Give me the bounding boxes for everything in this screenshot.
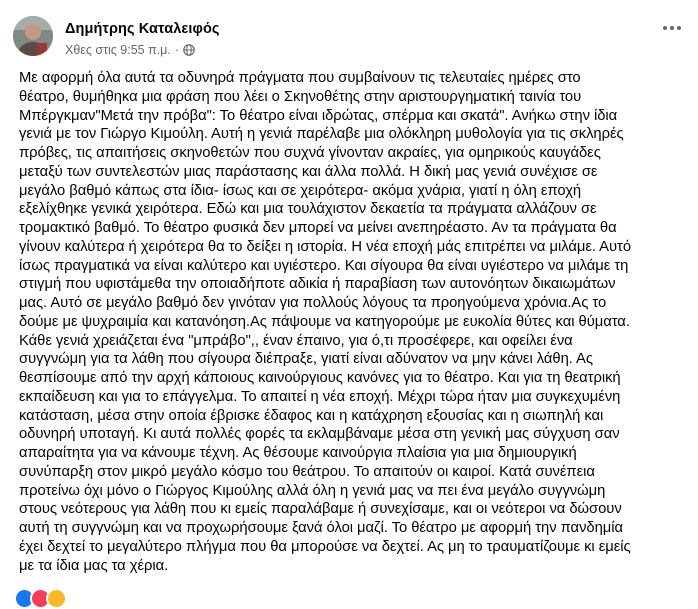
post-body-text: Με αφορμή όλα αυτά τα οδυνηρά πράγματα που συμβαίνουν τις τελευταίες ημέρες στο θέατρο, θυμήθηκα μια φράση που λέει ο Σκηνοθέτης στην αριστουργηματική ταινία του Μπέργκμαν"Μετά την πρόβα": Το θέατρο είναι ιδρώτας, σπέρμα και σκατά". Ανήκω στην ίδια γενιά με τον Γιώργο Κιμούλη. Αυτή η γενιά παρέλαβε μια ολόκληρη μυθολογία για τις σκληρές πρόβες, τις απαιτήσεις σκηνοθετών που συχνά γίνονταν ακραίες, για ομηρικούς καυγάδες μεταξύ των συντελεστών μιας παράστασης και άλλα πολλά. Η δική μας γενιά συνέχισε σε μεγάλο βαθμό κάπως στα ίδια- ίσως και σε χειρότερα- ακόμα χνάρια, γιατί η όλη εποχή εξελίχθηκε γενικά χειρότερα. Εδώ και μια τουλάχιστον δεκαετία τα πράγματα αλλάζουν σε τρομακτικό βαθμό. Το θέατρο φυσικά δεν μπορεί να μείνει ανεπηρέαστο. Αν τα πράγματα θα γίνουν καλύτερα ή χειρότερα θα το δείξει η ιστορία. Η νέα εποχή μάς επιτρέπει να μιλάμε. Αυτό ίσως πραγματικά να είναι καλύτερο και υγιέστερο. Και σίγουρα θα είναι υγιέστερο να μιλάμε τη στιγμή που υφιστάμεθα την οποιαδήποτε αδικία ή παραβίαση των αυτονόητων δικαιωμάτων μας. Αυτό σε μεγάλο βαθμό δεν γινόταν για πολλούς λόγους τα προηγούμενα χρόνια.Ας το δούμε με ψυχραιμία και κατανόηση.Ας πάψουμε να κατηγορούμε με ευκολία θύτες και θύματα. Κάθε γενιά χρειάζεται ένα "μπράβο",, έναν έπαινο, για ό,τι προσέφερε, και οφείλει ένα συγγνώμη για τα λάθη που σίγουρα διέπραξε, γιατί είναι αδύνατον να μην κάνει λάθη. Ας θεσπίσουμε από την αρχή κάποιους καινούργιους κανόνες για το θέατρο. Και για τη θεατρική εκπαίδευση και για το επάγγελμα. Το απαιτεί η νέα εποχή. Μέχρι τώρα ήταν μια συγκεχυμένη κατάσταση, μέσα στην οποία έβρισκε έδαφος και η κατάχρηση εξουσίας και η σιωπηλή και οδυνηρή υποταγή. Κι αυτά πολλές φορές τα εκλαμβάναμε μέσα στη γενική μας σύγχυση σαν απαραίτητα για να κάνουμε τέχνη. Ας θέσουμε καινούργια πλαίσια για μια δημιουργική συνύπαρξη στον μικρό μεγάλο κόσμο του θεάτρου. Το απαιτούν οι καιροί. Κατά συνέπεια προτείνω όχι μόνο ο Γιώργος Κιμούλης αλλά όλη η γενιά μας να πει ένα μεγάλο συγγνώμη στους νεότερους για λάθη που κι εμείς παραλάβαμε ή συνεχίσαμε, και οι νεότεροι να δώσουν αυτή τη συγγνώμη και να προχωρήσουμε ξανά όλοι μαζί. Το θέατρο με αφορμή την πανδημία έχει δεχτεί το μεγαλύτερο πλήγμα που θα μπορούσε να δεχτεί. Ας μη το τραυματίζουμε κι εμείς με τα ίδια μας τα χέρια. bbox=[19, 70, 632, 574]
meta-separator: · bbox=[174, 43, 180, 57]
avatar[interactable] bbox=[13, 16, 53, 56]
post-meta bbox=[65, 43, 195, 57]
post-timestamp[interactable]: Χθες στις 9:55 π.μ. bbox=[65, 43, 171, 57]
more-options-icon[interactable] bbox=[660, 22, 684, 34]
globe-icon[interactable] bbox=[183, 44, 195, 56]
avatar-photo bbox=[13, 16, 53, 56]
post-author-name[interactable]: Δημήτρης Καταλειφός bbox=[65, 21, 220, 37]
